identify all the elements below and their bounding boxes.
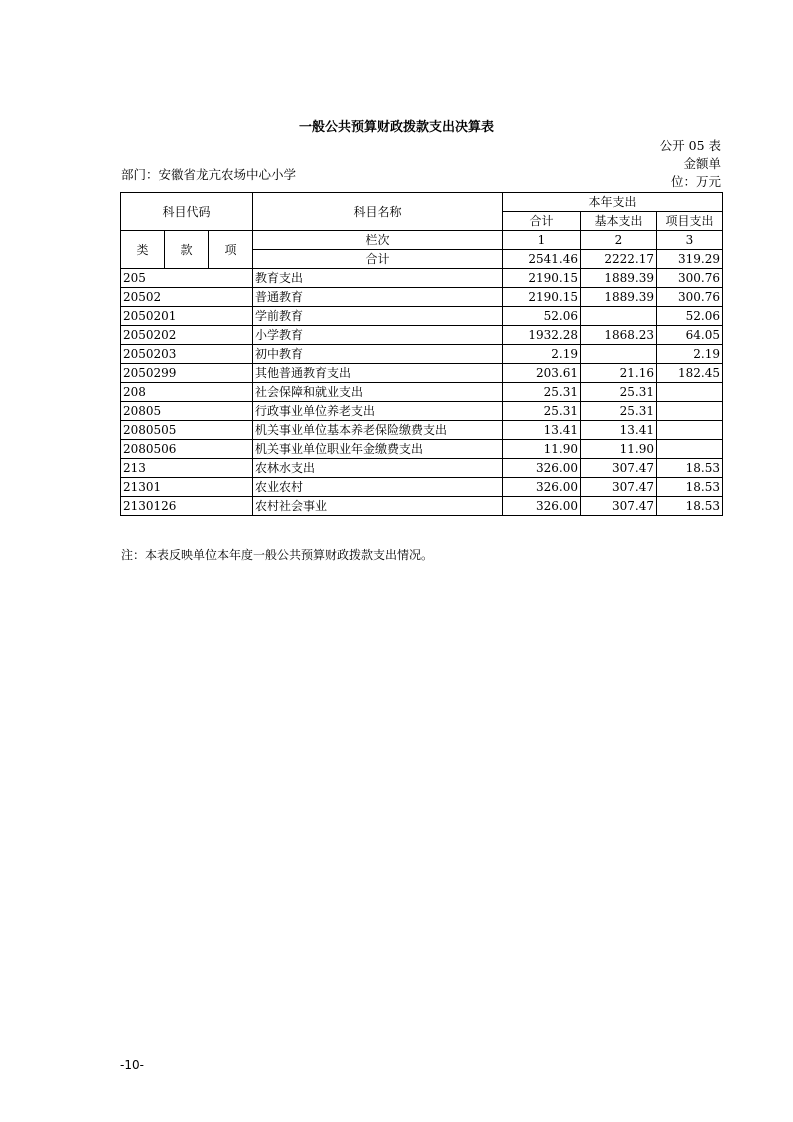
table-row — [121, 288, 723, 307]
table-row — [121, 307, 723, 326]
project-value — [657, 383, 723, 402]
form-number: 公开 05 表 — [659, 138, 721, 153]
header-kuan: 款 — [165, 231, 209, 269]
project-value: 300.76 — [657, 269, 723, 288]
subject-code: 20502 — [121, 288, 253, 307]
header-year-expenditure: 本年支出 — [503, 193, 723, 212]
summary-basic: 2222.17 — [581, 250, 657, 269]
header-xiang: 项 — [209, 231, 253, 269]
table-row — [121, 269, 723, 288]
summary-project: 319.29 — [657, 250, 723, 269]
table-row — [121, 440, 723, 459]
header-lei: 类 — [121, 231, 165, 269]
basic-value: 1889.39 — [581, 269, 657, 288]
total-value: 25.31 — [503, 383, 581, 402]
project-value — [657, 440, 723, 459]
subject-code: 213 — [121, 459, 253, 478]
summary-total: 2541.46 — [503, 250, 581, 269]
department-label: 部门：安徽省龙亢农场中心小学 — [121, 167, 297, 182]
project-value — [657, 421, 723, 440]
project-value: 2.19 — [657, 345, 723, 364]
subject-code: 2080506 — [121, 440, 253, 459]
page-number: -10- — [120, 1058, 144, 1072]
table-row — [121, 345, 723, 364]
basic-value: 307.47 — [581, 459, 657, 478]
subject-name: 行政事业单位养老支出 — [253, 402, 503, 421]
project-value: 18.53 — [657, 497, 723, 516]
project-value — [657, 402, 723, 421]
header-row-1 — [121, 193, 723, 212]
table-row — [121, 364, 723, 383]
subject-name: 农业农村 — [253, 478, 503, 497]
subject-code: 2050299 — [121, 364, 253, 383]
subject-name: 农村社会事业 — [253, 497, 503, 516]
subject-name: 机关事业单位职业年金缴费支出 — [253, 440, 503, 459]
subject-name: 教育支出 — [253, 269, 503, 288]
page-title: 一般公共预算财政拨款支出决算表 — [298, 120, 494, 135]
subject-name: 学前教育 — [253, 307, 503, 326]
table-row — [121, 421, 723, 440]
project-value: 64.05 — [657, 326, 723, 345]
total-value: 2190.15 — [503, 288, 581, 307]
basic-value: 25.31 — [581, 402, 657, 421]
project-value: 18.53 — [657, 478, 723, 497]
header-subject-name: 科目名称 — [253, 193, 503, 231]
subject-code: 2050202 — [121, 326, 253, 345]
subject-code: 2050201 — [121, 307, 253, 326]
total-value: 1932.28 — [503, 326, 581, 345]
subject-code: 208 — [121, 383, 253, 402]
project-value: 52.06 — [657, 307, 723, 326]
total-value: 11.90 — [503, 440, 581, 459]
header-col1: 1 — [503, 231, 581, 250]
basic-value: 1889.39 — [581, 288, 657, 307]
subject-name: 小学教育 — [253, 326, 503, 345]
total-value: 52.06 — [503, 307, 581, 326]
subject-code: 21301 — [121, 478, 253, 497]
total-value: 326.00 — [503, 459, 581, 478]
subject-name: 普通教育 — [253, 288, 503, 307]
basic-value — [581, 345, 657, 364]
subject-code: 205 — [121, 269, 253, 288]
basic-value: 11.90 — [581, 440, 657, 459]
expenditure-table — [120, 192, 723, 516]
total-value: 13.41 — [503, 421, 581, 440]
header-total: 合计 — [503, 212, 581, 231]
basic-value: 13.41 — [581, 421, 657, 440]
subject-name: 机关事业单位基本养老保险缴费支出 — [253, 421, 503, 440]
basic-value — [581, 307, 657, 326]
header-lanci: 栏次 — [253, 231, 503, 250]
subject-code: 2130126 — [121, 497, 253, 516]
total-value: 2190.15 — [503, 269, 581, 288]
subject-name: 初中教育 — [253, 345, 503, 364]
basic-value: 307.47 — [581, 497, 657, 516]
table-row — [121, 497, 723, 516]
total-value: 326.00 — [503, 497, 581, 516]
header-project: 项目支出 — [657, 212, 723, 231]
table-note: 注：本表反映单位本年度一般公共预算财政拨款支出情况。 — [121, 548, 434, 562]
unit-label-line1: 金额单 — [683, 156, 721, 171]
header-code-group: 科目代码 — [121, 193, 253, 231]
subject-name: 农林水支出 — [253, 459, 503, 478]
project-value: 18.53 — [657, 459, 723, 478]
header-row-3 — [121, 231, 723, 250]
summary-label: 合计 — [253, 250, 503, 269]
basic-value: 21.16 — [581, 364, 657, 383]
basic-value: 307.47 — [581, 478, 657, 497]
project-value: 300.76 — [657, 288, 723, 307]
unit-label-line2: 位：万元 — [670, 174, 721, 189]
subject-code: 2080505 — [121, 421, 253, 440]
header-col2: 2 — [581, 231, 657, 250]
table-row — [121, 478, 723, 497]
total-value: 203.61 — [503, 364, 581, 383]
subject-code: 20805 — [121, 402, 253, 421]
table-row — [121, 326, 723, 345]
project-value: 182.45 — [657, 364, 723, 383]
total-value: 2.19 — [503, 345, 581, 364]
total-value: 25.31 — [503, 402, 581, 421]
header-basic: 基本支出 — [581, 212, 657, 231]
subject-name: 社会保障和就业支出 — [253, 383, 503, 402]
header-col3: 3 — [657, 231, 723, 250]
total-value: 326.00 — [503, 478, 581, 497]
subject-code: 2050203 — [121, 345, 253, 364]
table-row — [121, 402, 723, 421]
table-row — [121, 383, 723, 402]
table-row — [121, 459, 723, 478]
basic-value: 25.31 — [581, 383, 657, 402]
basic-value: 1868.23 — [581, 326, 657, 345]
subject-name: 其他普通教育支出 — [253, 364, 503, 383]
